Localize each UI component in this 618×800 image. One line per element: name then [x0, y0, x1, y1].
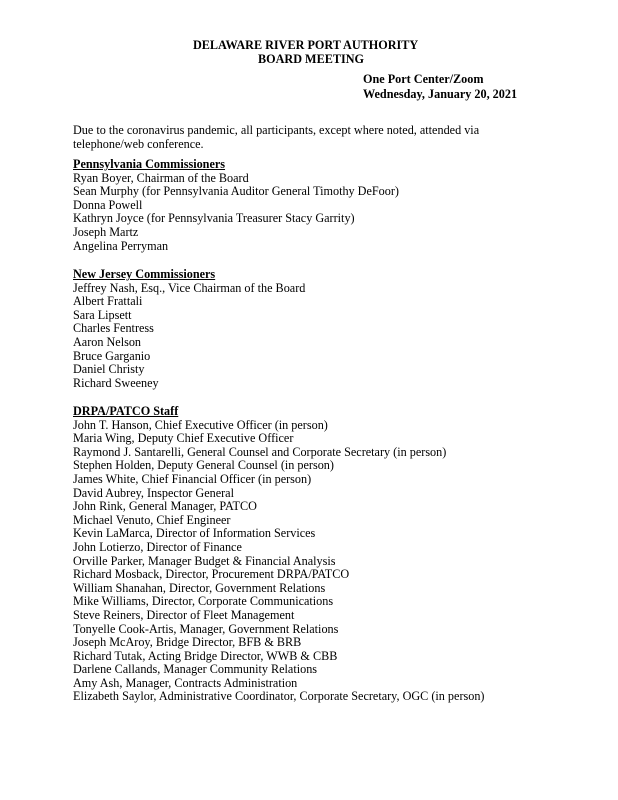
attendee-entry: Sean Murphy (for Pennsylvania Auditor General Timothy DeFoor)	[73, 184, 399, 199]
intro-paragraph: Due to the coronavirus pandemic, all participants, except where noted, attended via telephone/web conference.	[73, 123, 480, 151]
attendee-entry: John Lotierzo, Director of Finance	[73, 539, 242, 554]
attendee-entry: Ryan Boyer, Chairman of the Board	[73, 170, 249, 185]
attendee-entry: Aaron Nelson	[73, 334, 142, 349]
attendee-entry: Charles Fentress	[73, 321, 154, 336]
attendee-entry: Raymond J. Santarelli, General Counsel and Corporate Secretary (in person)	[73, 444, 447, 459]
attendee-entry: John T. Hanson, Chief Executive Officer (in person)	[73, 417, 328, 432]
section-heading: DRPA/PATCO Staff	[73, 404, 179, 418]
attendee-entry: Elizabeth Saylor, Administrative Coordinator, Corporate Secretary, OGC (in person)	[73, 689, 485, 704]
attendee-entry: Joseph McAroy, Bridge Director, BFB & BRB	[73, 635, 302, 650]
attendee-entry: Tonyelle Cook-Artis, Manager, Government Relations	[73, 621, 339, 636]
meeting-date: Wednesday, January 20, 2021	[363, 87, 518, 101]
attendee-entry: Amy Ash, Manager, Contracts Administration	[73, 675, 298, 690]
attendee-entry: Maria Wing, Deputy Chief Executive Officer	[73, 431, 294, 446]
attendee-entry: William Shanahan, Director, Government Relations	[73, 580, 326, 595]
attendee-entry: Angelina Perryman	[73, 238, 169, 253]
section-heading: New Jersey Commissioners	[73, 267, 216, 281]
attendee-entry: Jeffrey Nash, Esq., Vice Chairman of the Board	[73, 280, 306, 295]
attendee-entry: Kevin LaMarca, Director of Information Services	[73, 526, 316, 541]
section-heading: Pennsylvania Commissioners	[73, 157, 226, 171]
new-jersey-section	[73, 268, 305, 390]
attendee-entry: Sara Lipsett	[73, 307, 132, 322]
attendee-list	[73, 419, 485, 704]
attendee-entry: Kathryn Joyce (for Pennsylvania Treasurer Stacy Garrity)	[73, 211, 355, 226]
attendee-entry: John Rink, General Manager, PATCO	[73, 499, 257, 514]
attendee-list	[73, 172, 399, 254]
attendee-entry: Donna Powell	[73, 197, 143, 212]
attendee-entry: Joseph Martz	[73, 224, 139, 239]
attendee-entry: Richard Tutak, Acting Bridge Director, WWB & CBB	[73, 648, 338, 663]
pennsylvania-section	[73, 158, 399, 253]
meeting-title: BOARD MEETING	[258, 52, 364, 66]
attendee-entry: Richard Mosback, Director, Procurement DRPA/PATCO	[73, 567, 350, 582]
org-title: DELAWARE RIVER PORT AUTHORITY	[193, 38, 419, 52]
attendee-entry: Stephen Holden, Deputy General Counsel (in person)	[73, 458, 334, 473]
attendee-entry: Bruce Garganio	[73, 348, 151, 363]
meeting-location: One Port Center/Zoom	[363, 72, 484, 86]
attendee-entry: Mike Williams, Director, Corporate Communications	[73, 594, 334, 609]
attendee-entry: Orville Parker, Manager Budget & Financial Analysis	[73, 553, 336, 568]
attendee-entry: Daniel Christy	[73, 362, 145, 377]
attendee-entry: Steve Reiners, Director of Fleet Management	[73, 607, 295, 622]
attendee-entry: Richard Sweeney	[73, 375, 159, 390]
attendee-entry: Michael Venuto, Chief Engineer	[73, 512, 231, 527]
attendee-list	[73, 282, 305, 391]
attendee-entry: James White, Chief Financial Officer (in person)	[73, 471, 312, 486]
attendee-entry: Darlene Callands, Manager Community Relations	[73, 662, 318, 677]
staff-section	[73, 405, 485, 704]
attendee-entry: Albert Frattali	[73, 294, 143, 309]
attendee-entry: David Aubrey, Inspector General	[73, 485, 234, 500]
